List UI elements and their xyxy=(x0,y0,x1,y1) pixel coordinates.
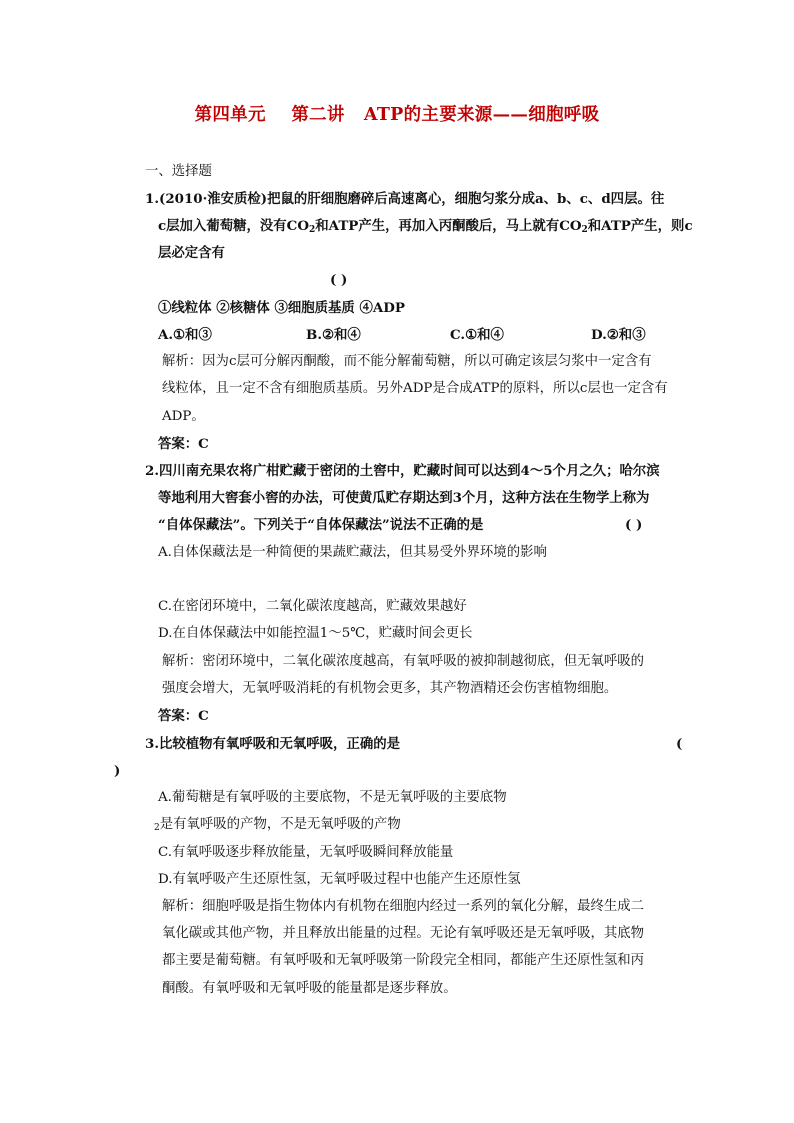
q1-stem-line3: 层必定含有 xyxy=(158,245,225,261)
q3-option-b: $_2$是有氧呼吸的产物，不是无氧呼吸的产物 xyxy=(154,817,401,833)
q1-items: ①线粒体 ②核糖体 ③细胞质基质 ④ADP xyxy=(158,300,405,316)
q1-explanation-line1: 解析：因为c层可分解丙酮酸，而不能分解葡萄糖，所以可确定该层匀浆中一定含有 xyxy=(162,354,652,369)
q2-stem-line1: 2.四川南充果农将广柑贮藏于密闭的土窖中，贮藏时间可以达到4～5个月之久；哈尔滨 xyxy=(145,463,660,479)
q1-explanation-line2: 线粒体，且一定不含有细胞质基质。另外ADP是合成ATP的原料，所以c层也一定含有 xyxy=(162,381,668,396)
q3-stem: 3.比较植物有氧呼吸和无氧呼吸，正确的是 xyxy=(145,736,401,752)
q3-explanation-line2: 氧化碳或其他产物，并且释放出能量的过程。无论有氧呼吸还是无氧呼吸，其底物 xyxy=(162,926,645,941)
q1-option-b: B.②和④ xyxy=(306,327,361,343)
q3-explanation-line4: 酮酸。有氧呼吸和无氧呼吸的能量都是逐步释放。 xyxy=(162,981,457,996)
q3-option-a: A.葡萄糖是有氧呼吸的主要底物，不是无氧呼吸的主要底物 xyxy=(158,790,507,805)
q1-option-c: C.①和④ xyxy=(450,327,504,343)
q1-answer-paren: ( ) xyxy=(330,272,348,288)
q3-option-d: D.有氧呼吸产生还原性氢，无氧呼吸过程中也能产生还原性氢 xyxy=(158,872,521,887)
q3-paren-close: ) xyxy=(114,763,121,779)
q1-option-d: D.②和③ xyxy=(591,327,646,343)
q1-stem-line1: 1.(2010·淮安质检)把鼠的肝细胞磨碎后高速离心，细胞匀浆分成a、b、c、d四层。往 xyxy=(145,191,665,207)
q2-answer-paren: ( ) xyxy=(625,517,643,533)
q3-option-c: C.有氧呼吸逐步释放能量，无氧呼吸瞬间释放能量 xyxy=(158,845,454,860)
q2-stem-line3: “自体保藏法”。下列关于“自体保藏法”说法不正确的是 xyxy=(158,517,484,533)
page-title: 第四单元 第二讲 ATP的主要来源——细胞呼吸 xyxy=(194,105,600,125)
q2-answer: 答案：C xyxy=(158,708,209,724)
q1-explanation-line3: ADP。 xyxy=(162,409,205,424)
q3-paren-open: ( xyxy=(676,736,683,752)
q2-option-a: A.自体保藏法是一种简便的果蔬贮藏法，但其易受外界环境的影响 xyxy=(158,545,547,560)
q1-answer: 答案：C xyxy=(158,436,209,452)
q3-explanation-line3: 都主要是葡萄糖。有氧呼吸和无氧呼吸第一阶段完全相同，都能产生还原性氢和丙 xyxy=(162,953,645,968)
section-heading: 一、选择题 xyxy=(145,164,212,179)
q2-explanation-line2: 强度会增大，无氧呼吸消耗的有机物会更多，其产物酒精还会伤害植物细胞。 xyxy=(162,681,618,696)
q1-option-a: A.①和③ xyxy=(158,327,212,343)
q3-explanation-line1: 解析：细胞呼吸是指生物体内有机物在细胞内经过一系列的氧化分解，最终生成二 xyxy=(162,899,645,914)
q1-stem-line2: c层加入葡萄糖，没有$CO_2$和ATP产生，再加入丙酮酸后，马上就有$CO_2$和ATP产生，则c xyxy=(158,218,693,235)
q2-stem-line2: 等地利用大窖套小窖的办法，可使黄瓜贮存期达到3个月，这种方法在生物学上称为 xyxy=(158,490,650,506)
q2-option-c: C.在密闭环境中，二氧化碳浓度越高，贮藏效果越好 xyxy=(158,599,467,614)
q2-explanation-line1: 解析：密闭环境中，二氧化碳浓度越高，有氧呼吸的被抑制越彻底，但无氧呼吸的 xyxy=(162,654,645,669)
q2-option-d: D.在自体保藏法中如能控温1～5℃，贮藏时间会更长 xyxy=(158,626,473,641)
